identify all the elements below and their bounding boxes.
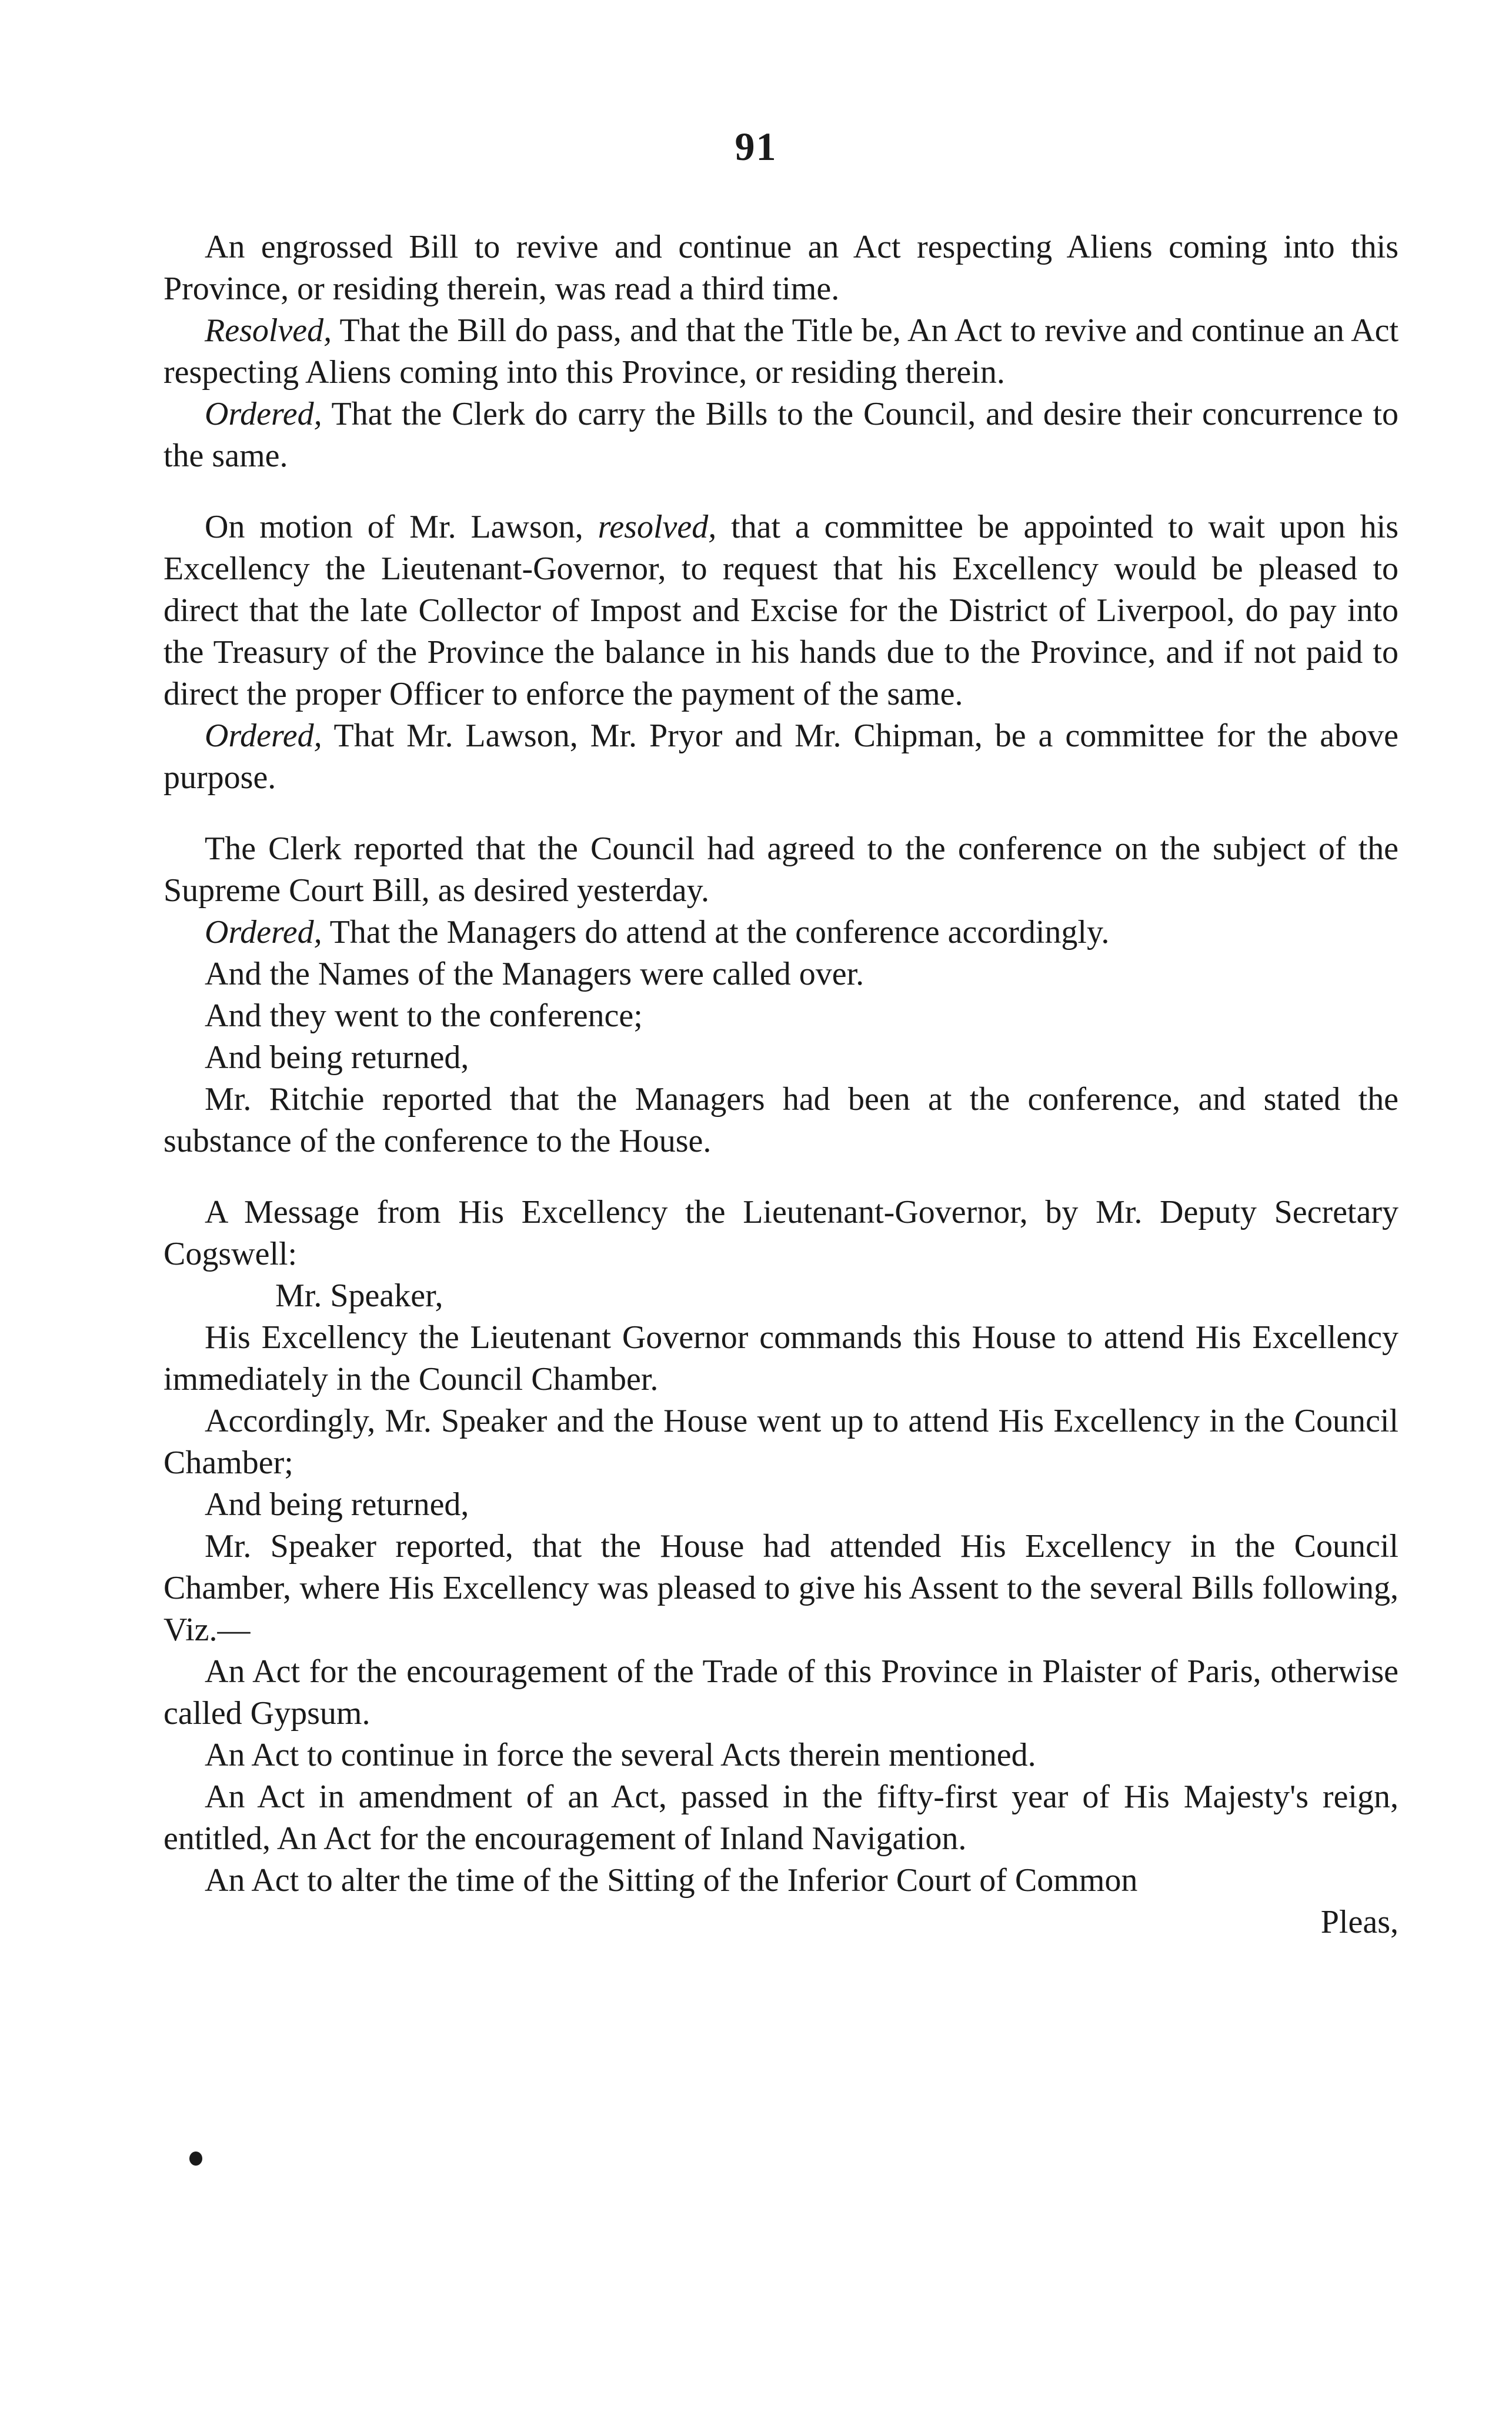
motion-intro: On motion of Mr. Lawson, xyxy=(205,509,598,545)
ordered-text: That Mr. Lawson, Mr. Pryor and Mr. Chipman, be a committee for the above purpose. xyxy=(163,718,1398,796)
paragraph-went-conference: And they went to the conference; xyxy=(205,998,643,1034)
resolved-text: That the Bill do pass, and that the Title be, An Act to revive and continue an Act respecting Aliens coming into this Province, or residing therein. xyxy=(163,312,1398,391)
ink-dot-mark xyxy=(189,2152,202,2166)
paragraph-third-reading: An engrossed Bill to revive and continue an Act respecting Aliens coming into this Province, or residing therein, was read a third time. xyxy=(163,229,1398,307)
paragraph-command-attend: His Excellency the Lieutenant Governor commands this House to attend His Excellency immediately in the Council Chamber. xyxy=(163,1319,1398,1397)
act-continue-in-force: An Act to continue in force the several Acts therein mentioned. xyxy=(205,1737,1036,1773)
ordered-label: Ordered, xyxy=(205,718,322,754)
page-number: 91 xyxy=(735,124,777,169)
paragraph-ritchie-report: Mr. Ritchie reported that the Managers had been at the conference, and stated the substance of the conference to the House. xyxy=(163,1081,1398,1159)
paragraph-names-called: And the Names of the Managers were called over. xyxy=(205,956,865,992)
paragraph-resolved-title xyxy=(163,310,1398,393)
paragraph-returned: And being returned, xyxy=(205,1486,469,1523)
paragraph-ordered-committee xyxy=(163,715,1398,799)
paragraph-ordered-managers xyxy=(163,912,1398,953)
catchword: Pleas, xyxy=(1320,1904,1398,1940)
paragraph-went-up: Accordingly, Mr. Speaker and the House went up to attend His Excellency in the Council Chamber; xyxy=(163,1403,1398,1481)
paragraph-message: A Message from His Excellency the Lieutenant-Governor, by Mr. Deputy Secretary Cogswell: xyxy=(163,1194,1398,1272)
paragraph-clerk-report: The Clerk reported that the Council had agreed to the conference on the subject of the Supreme Court Bill, as desired yesterday. xyxy=(163,830,1398,909)
paragraph-speaker-report: Mr. Speaker reported, that the House had attended His Excellency in the Council Chamber, where His Excellency was pleased to give his Assent to the several Bills following, Viz.— xyxy=(163,1528,1398,1648)
page-body xyxy=(163,226,1398,1943)
act-inferior-court: An Act to alter the time of the Sitting of the Inferior Court of Common xyxy=(205,1862,1138,1899)
address-speaker: Mr. Speaker, xyxy=(275,1277,443,1314)
paragraph-lawson-motion xyxy=(163,506,1398,715)
ordered-text: That the Clerk do carry the Bills to the Council, and desire their concurrence to the same. xyxy=(163,396,1398,474)
motion-text: that a committee be appointed to wait upon his Excellency the Lieutenant-Governor, to request that his Excellency would be pleased to direct that the late Collector of Impost and Excise for the District of Liverpool, do pay into the Treasury of the Province the balance in his hands due to the Province, and if not paid to direct the proper Officer to enforce the payment of the same. xyxy=(163,509,1398,712)
ordered-label: Ordered, xyxy=(205,914,322,950)
resolved-label: Resolved, xyxy=(205,312,332,349)
paragraph-ordered-carry-bills xyxy=(163,393,1398,477)
act-inland-navigation: An Act in amendment of an Act, passed in the fifty-first year of His Majesty's reign, entitled, An Act for the encouragement of Inland Navigation. xyxy=(163,1779,1398,1857)
paragraph-returned: And being returned, xyxy=(205,1039,469,1076)
ordered-text: That the Managers do attend at the conference accordingly. xyxy=(322,914,1110,950)
act-gypsum: An Act for the encouragement of the Trade of this Province in Plaister of Paris, otherwise called Gypsum. xyxy=(163,1653,1398,1732)
ordered-label: Ordered, xyxy=(205,396,322,432)
resolved-label: resolved, xyxy=(598,509,717,545)
